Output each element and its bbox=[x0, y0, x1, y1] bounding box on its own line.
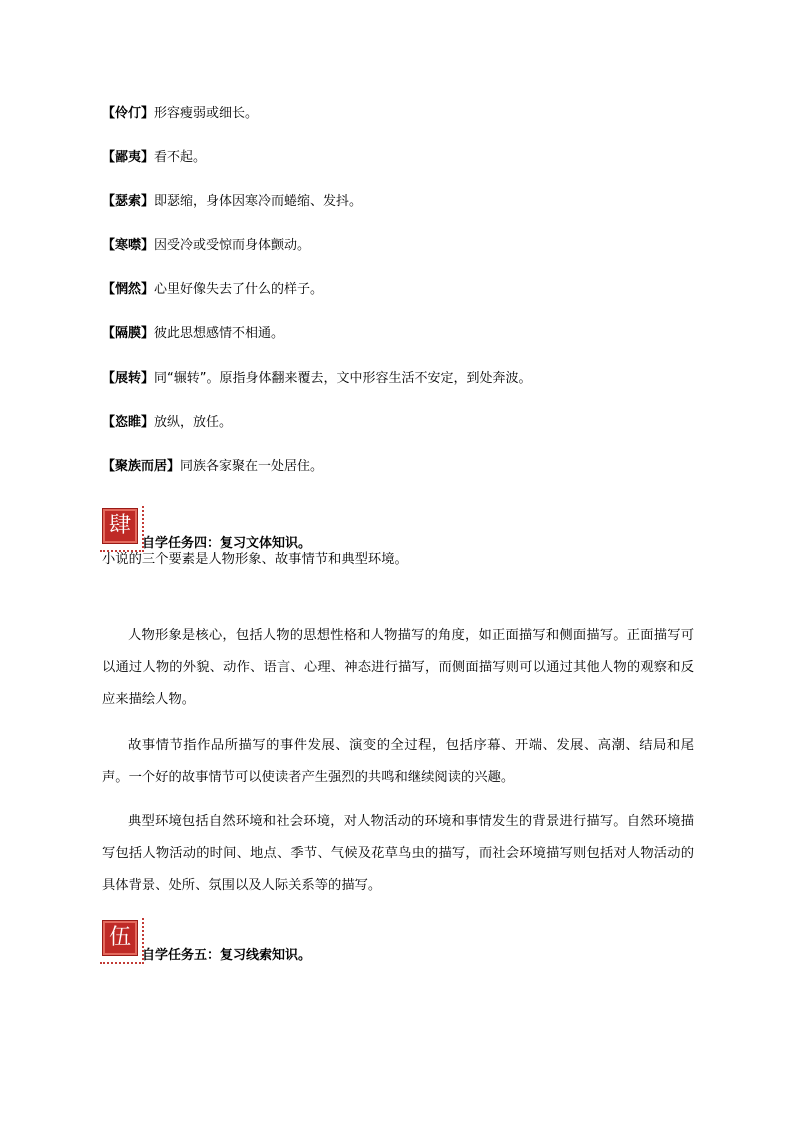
paragraph: 人物形象是核心，包括人物的思想性格和人物描写的角度，如正面描写和侧面描写。正面描写可以通过人物的外貌、动作、语言、心理、神态进行描写，而侧面描写则可以通过其他人物的观察和反应来描绘人物。 bbox=[102, 628, 694, 707]
vocab-definition: 形容瘦弱或细长。 bbox=[154, 106, 259, 121]
vocab-item bbox=[102, 369, 532, 389]
vocab-definition: 放纵，放任。 bbox=[154, 415, 233, 430]
vocab-term: 【寒噤】 bbox=[102, 238, 155, 253]
vocab-term: 【聚族而居】 bbox=[102, 459, 181, 474]
section-stamp-icon: 肆 bbox=[102, 508, 138, 544]
vocab-item bbox=[102, 280, 323, 300]
vocab-item bbox=[102, 413, 232, 433]
paragraph: 典型环境包括自然环境和社会环境，对人物活动的环境和事情发生的背景进行描写。自然环境描写包括人物活动的时间、地点、季节、气候及花草鸟虫的描写，而社会环境描写则包括对人物活动的具体背景、处所、氛围以及人际关系等的描写。 bbox=[102, 814, 694, 893]
vocab-definition: 即瑟缩，身体因寒冷而蜷缩、发抖。 bbox=[154, 194, 363, 209]
paragraph: 故事情节指作品所描写的事件发展、演变的全过程，包括序幕、开端、发展、高潮、结局和尾声。一个好的故事情节可以使读者产生强烈的共鸣和继续阅读的兴趣。 bbox=[102, 738, 694, 785]
vocab-definition: 心里好像失去了什么的样子。 bbox=[154, 282, 324, 297]
section-title: 自学任务五：复习线索知识。 bbox=[142, 948, 312, 963]
vocab-item bbox=[102, 192, 362, 212]
vocab-definition: 同“辗转”。原指身体翻来覆去，文中形容生活不安定，到处奔波。 bbox=[154, 371, 532, 386]
vocab-definition: 看不起。 bbox=[154, 150, 207, 165]
vocab-term: 【恣睢】 bbox=[102, 415, 155, 430]
section-title: 自学任务四：复习文体知识。 bbox=[142, 536, 312, 551]
vocab-term: 【伶仃】 bbox=[102, 106, 155, 121]
vocab-definition: 同族各家聚在一处居住。 bbox=[180, 459, 324, 474]
vocab-item bbox=[102, 236, 310, 256]
vocab-item bbox=[102, 148, 206, 168]
vocab-term: 【展转】 bbox=[102, 371, 155, 386]
vocab-term: 【瑟索】 bbox=[102, 194, 155, 209]
vocab-definition: 因受冷或受惊而身体颤动。 bbox=[154, 238, 311, 253]
vocab-item bbox=[102, 457, 323, 477]
vocab-term: 【隔膜】 bbox=[102, 326, 155, 341]
vocab-definition: 彼此思想感情不相通。 bbox=[154, 326, 285, 341]
vocab-item bbox=[102, 104, 258, 124]
paragraph: 小说的三个要素是人物形象、故事情节和典型环境。 bbox=[102, 552, 408, 567]
vocab-item bbox=[102, 324, 284, 344]
section-stamp-icon: 伍 bbox=[102, 920, 138, 956]
vocab-term: 【惘然】 bbox=[102, 282, 155, 297]
vocab-term: 【鄙夷】 bbox=[102, 150, 155, 165]
